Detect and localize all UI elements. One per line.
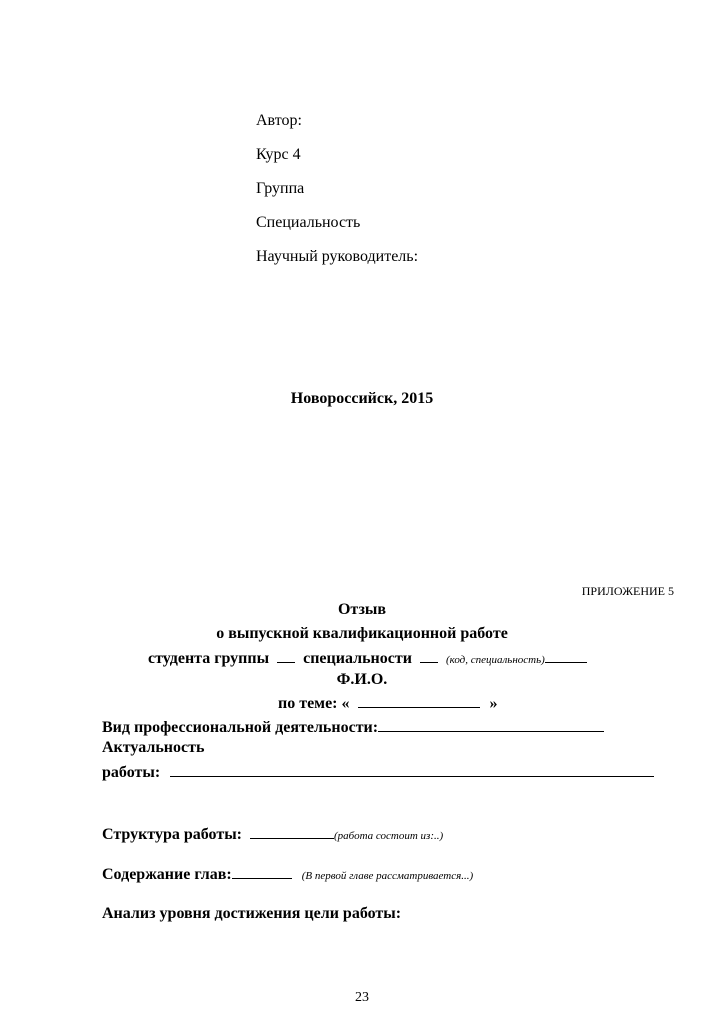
group-label: Группа: [256, 180, 305, 197]
topic-line: [278, 693, 498, 713]
relevance-label: Актуальность: [102, 739, 205, 756]
group-blank: [277, 648, 295, 663]
structure-line: [102, 824, 443, 844]
appendix-label: ПРИЛОЖЕНИЕ 5: [581, 584, 674, 598]
course-label: Курс 4: [256, 146, 301, 163]
topic-blank: [358, 693, 480, 708]
structure-note: (работа состоит из:..): [334, 830, 444, 842]
analysis-label: Анализ уровня достижения цели работы:: [102, 905, 402, 922]
specialty-note: (код, специальность): [445, 654, 545, 666]
content-line: [102, 864, 473, 884]
page-number: 23: [355, 990, 369, 1005]
content-label: Содержание глав:: [102, 866, 232, 883]
relevance-blank: [170, 762, 654, 777]
structure-blank: [250, 824, 334, 839]
specialty-label: Специальность: [256, 214, 361, 231]
relevance-line: [102, 762, 654, 782]
content-note: (В первой главе рассматривается...): [301, 870, 474, 882]
content-blank: [232, 864, 292, 879]
activity-line: [102, 717, 604, 737]
specialty-code-blank: [545, 648, 587, 663]
author-label: Автор:: [256, 112, 302, 129]
activity-blank: [378, 717, 604, 732]
student-group-label: студента группы: [148, 650, 270, 667]
student-line: [148, 648, 587, 668]
city-year: Новороссийск, 2015: [290, 390, 434, 407]
relevance-work-label: работы:: [102, 764, 161, 781]
supervisor-label: Научный руководитель:: [256, 248, 419, 265]
activity-label: Вид профессиональной деятельности:: [102, 719, 379, 736]
student-specialty-label: специальности: [303, 650, 412, 667]
topic-close: »: [489, 695, 498, 712]
structure-label: Структура работы:: [102, 826, 243, 843]
review-subtitle: о выпускной квалификационной работе: [216, 625, 508, 642]
topic-label: по теме: «: [278, 695, 350, 712]
specialty-blank: [420, 648, 438, 663]
fio-label: Ф.И.О.: [336, 671, 388, 688]
review-title: Отзыв: [337, 601, 387, 618]
